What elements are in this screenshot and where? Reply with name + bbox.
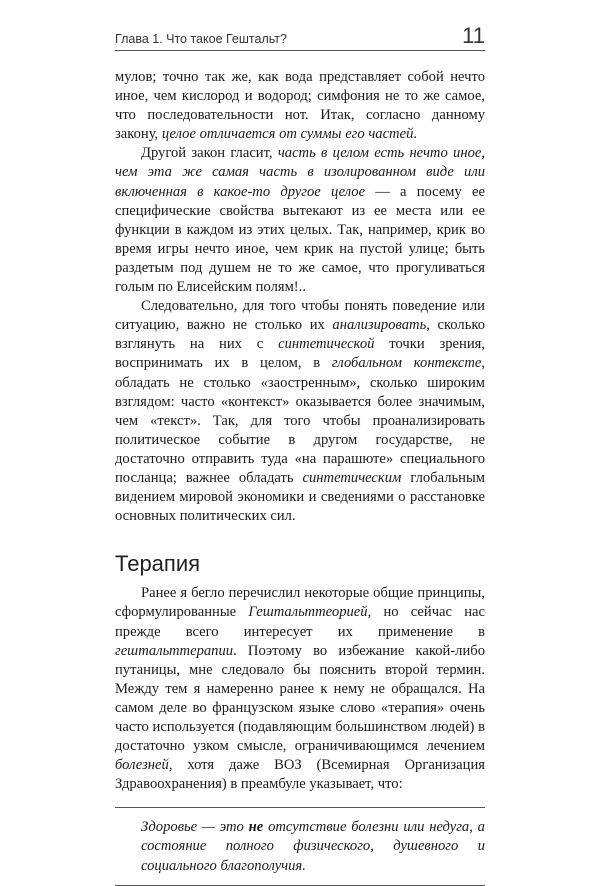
quote-bold-word: не — [248, 819, 264, 836]
paragraph-4-part-a: Ранее я бегло перечислил некоторые общие принципы, сформулированные — [115, 585, 485, 621]
paragraph-3-part-a: Следовательно, для того чтобы понять поведение или ситуацию, важно не столько их — [115, 298, 485, 334]
page-body — [115, 68, 485, 886]
paragraph-3-part-b: , сколько взглянуть на них с — [115, 317, 485, 353]
paragraph-1-end: . — [413, 126, 418, 143]
paragraph-1-text: мулов; точно так же, как вода представляет собой нечто иное, чем кислород и водород; симфония не то же самое, что последовательности нот. Итак, согласно данному закону, — [115, 69, 485, 143]
paragraph-3 — [115, 297, 485, 526]
chapter-title: Глава 1. Что такое Гештальт? — [115, 32, 287, 46]
paragraph-3-part-c: точки зрения, воспринимать их в целом, в — [115, 336, 485, 372]
paragraph-2-start: Другой закон гласит, — [141, 145, 278, 162]
paragraph-4-emphasis-2: гештальттерапии — [115, 642, 234, 659]
paragraph-2-emphasis: часть в целом есть нечто иное, чем эта же самая часть в изолированном виде или включенная в какое-то другое целое — [115, 145, 485, 200]
paragraph-1 — [115, 68, 485, 144]
paragraph-2 — [115, 144, 485, 297]
paragraph-1-emphasis: целое отличается от суммы его частей — [161, 126, 414, 143]
paragraph-3-part-d: , обладать не столько «заостренным», сколько широким взглядом: часто «контекст» оказывается более значимым, чем «текст». Так, для того чтобы проанализировать политическое событие в другом государстве, не достаточно отправить туда «на парашюте» специального посланца; важнее обладать — [115, 355, 485, 486]
paragraph-4 — [115, 584, 485, 794]
quote-rest: отсутствие болезни или недуга, а состояние полного физического, душевного и социального благополучия. — [141, 819, 485, 874]
paragraph-4-emphasis-3: болезней — [115, 757, 169, 774]
page-number: 11 — [462, 23, 485, 48]
quote-start: Здоровье — это — [141, 819, 249, 836]
section-heading: Терапия — [115, 551, 201, 577]
paragraph-3-emphasis-2: синтетической — [278, 336, 375, 353]
paragraph-3-part-e: глобальным видением мировой экономики и сведениями о расстановке основных политических сил. — [115, 469, 485, 525]
paragraph-4-emphasis-1: Гештальттеорией — [248, 604, 368, 621]
paragraph-3-emphasis-1: анализировать — [332, 317, 427, 334]
paragraph-3-emphasis-4: синтетическим — [302, 469, 402, 486]
paragraph-4-part-c: . Поэтому во избежание какой-либо путаницы, мне следовало бы пояснить второй термин. Между тем я намеренно ранее к нему не обращался. На самом деле во французском языке слово «терапия» очень часто используется (подавляющим большинством людей) в достаточно узком смысле, ограничивающимся лечением — [115, 642, 485, 755]
running-header — [115, 24, 485, 51]
paragraph-3-emphasis-3: глобальном контексте — [331, 355, 482, 372]
paragraph-2-rest: — а посему ее специфические свойства вытекают из ее места или ее функции в каждом из этих целых. Так, например, крик во время игры нечто иное, чем крик на пустой улице; быть раздетым под душем не то же самое, что прогуливаться голым по Елисейским полям!.. — [115, 183, 485, 296]
paragraph-4-part-b: , но сейчас нас прежде всего интересует их применение в — [115, 604, 485, 640]
who-definition-quote — [115, 807, 485, 885]
paragraph-4-part-d: , хотя даже ВОЗ (Всемирная Организация Здравоохранения) в преамбуле указывает, что: — [115, 757, 485, 793]
